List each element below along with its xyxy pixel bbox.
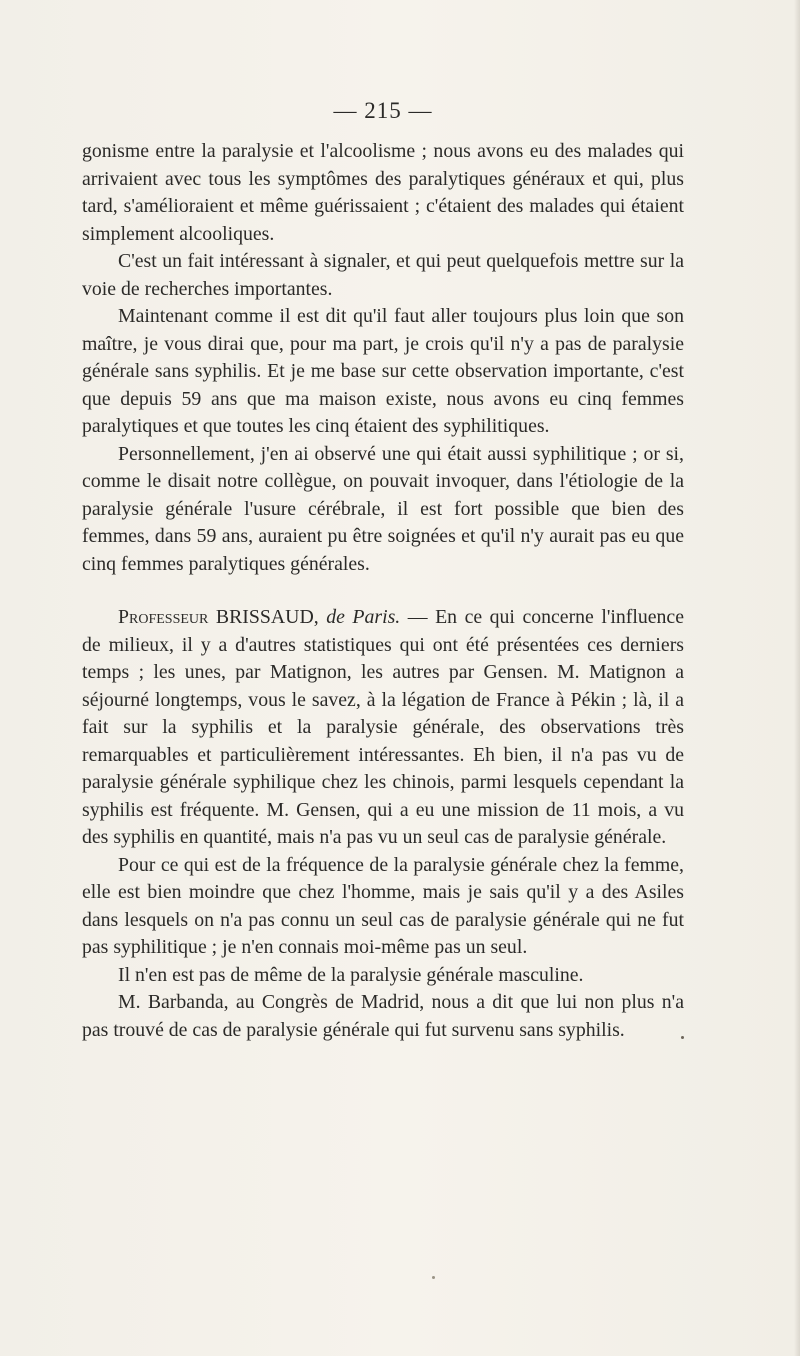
paragraph-continued: gonisme entre la paralysie et l'alcoolisme ; nous avons eu des malades qui arrivaient avec tous les symptômes des paralytiques généraux et qui, plus tard, s'amélioraient et même guérissaient ; c'étaient des malades qui étaient simplement alcooliques. [82, 140, 684, 245]
ink-speck [681, 1036, 684, 1039]
paragraph: Personnellement, j'en ai observé une qui était aussi syphilitique ; or si, comme le disait notre collègue, on pouvait invoquer, dans l'étiologie de la paralysie générale l'usure cérébrale, il est fort possible que bien des femmes, dans 59 ans, auraient pu être soignées et qu'il n'y aurait pas eu que cinq femmes paralytiques générales. [82, 442, 684, 575]
paragraph: M. Barbanda, au Congrès de Madrid, nous a dit que lui non plus n'a pas trouvé de cas de paralysie générale qui fut survenu sans syphilis. [82, 991, 684, 1041]
page-body [82, 138, 684, 1044]
speech-paragraph [82, 604, 684, 852]
paragraph: C'est un fait intéressant à signaler, et qui peut quelquefois mettre sur la voie de recherches importantes. [82, 250, 684, 300]
paragraph: Pour ce qui est de la fréquence de la paralysie générale chez la femme, elle est bien moindre que chez l'homme, mais je sais qu'il y a des Asiles dans lesquels on n'a pas connu un seul cas de paralysie générale qui ne fut pas syphilitique ; je n'en connais moi-même pas un seul. [82, 853, 684, 958]
speaker-name: BRISSAUD, [215, 606, 319, 628]
page-edge-shadow [794, 0, 800, 1356]
speaker-place: de Paris. [326, 606, 401, 628]
page-number: — 215 — [333, 98, 433, 123]
speech-text: — En ce qui concerne l'influence de milieux, il y a d'autres statistiques qui ont été présentées ces derniers temps ; les unes, par Matignon, les autres par Gensen. M. Matignon a séjourné longtemps, vous le savez, à la légation de France à Pékin ; là, il a fait sur la syphilis et la paralysie générale, des observations très remarquables et particulièrement intéressantes. Eh bien, il n'a pas vu de paralysie générale syphilique chez les chinois, parmi lesquels cependant la syphilis est fréquente. M. Gensen, qui a eu une mission de 11 mois, a vu des syphilis en quantité, mais n'a pas vu un seul cas de paralysie générale. [82, 606, 684, 848]
ink-speck [432, 1276, 435, 1279]
paragraph: Il n'en est pas de même de la paralysie générale masculine. [118, 963, 584, 986]
paragraph: Maintenant comme il est dit qu'il faut aller toujours plus loin que son maître, je vous dirai que, pour ma part, je crois qu'il n'y a pas de paralysie générale sans syphilis. Et je me base sur cette observation importante, c'est que depuis 59 ans que ma maison existe, nous avons eu cinq femmes paralytiques et que toutes les cinq étaient des syphilitiques. [82, 305, 684, 437]
speaker-title: Professeur [118, 606, 209, 628]
